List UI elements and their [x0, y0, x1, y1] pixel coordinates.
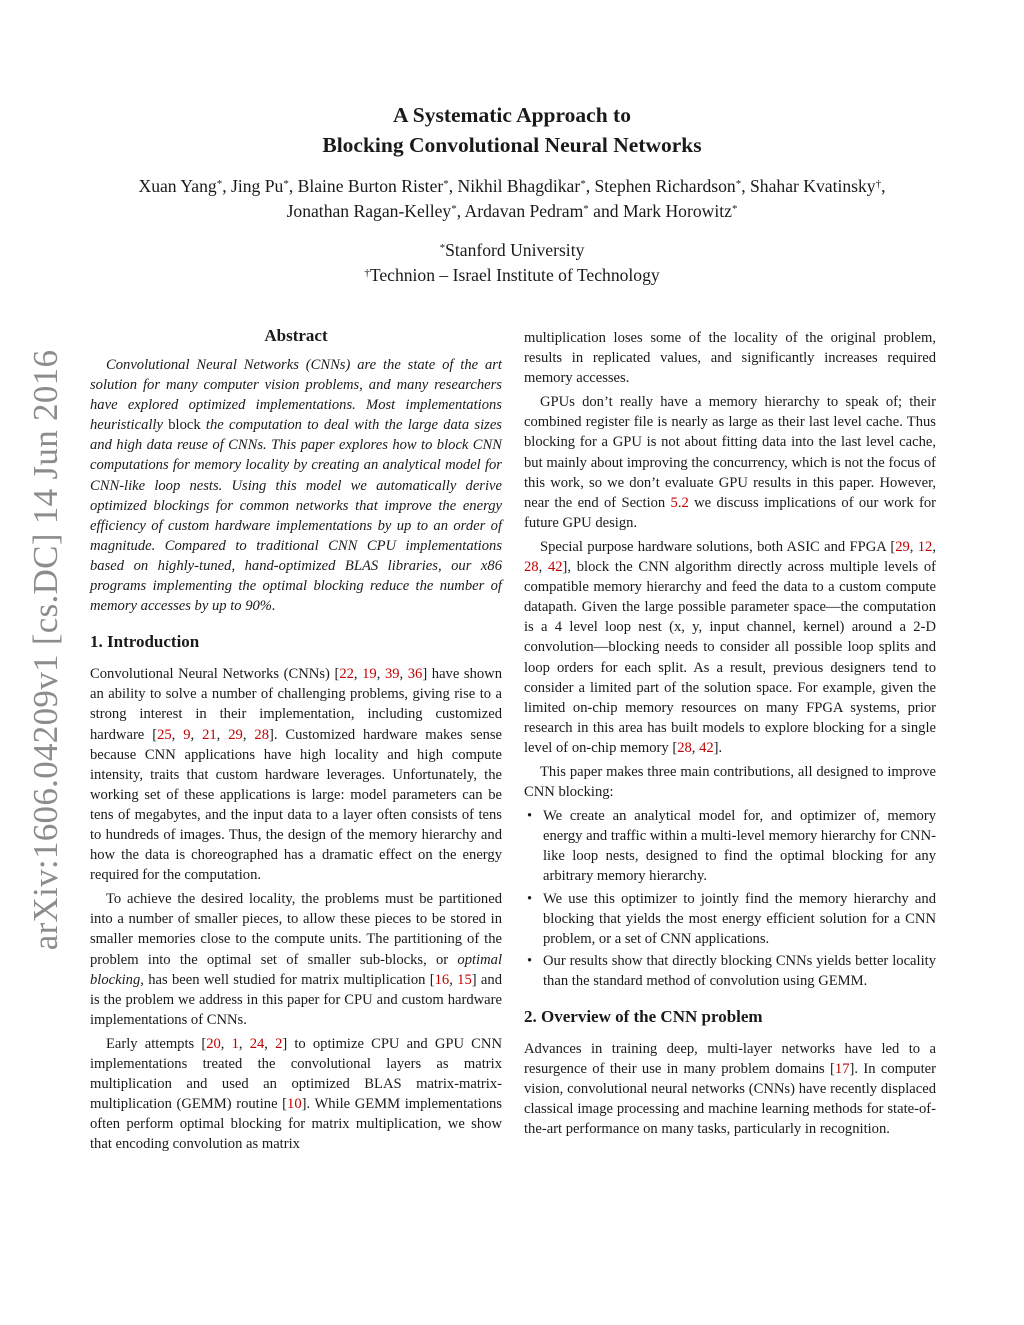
- affiliation-name: Stanford University: [445, 240, 585, 260]
- author-line-1: [0, 174, 1024, 199]
- citation-link[interactable]: 36: [407, 666, 423, 683]
- text: ], block the CNN algorithm directly across multiple levels of compatible memory hierarchy and feed the data to a custom compute datapath. Given the large possible parameter space—the computation is a 4 level loop nest (x, y, input channel, kernel) around a 2-D convolution—blocking needs to consider all possible loop splits and loop orders for each split. As a result, previous designers tend to consider a limited part of the solution space. For example, given the limited on-chip memory resources on many FPGA systems, prior research in this area has built models to explore blocking for a single level of on-chip memory [: [524, 559, 936, 756]
- list-item: [524, 951, 936, 991]
- citation-link[interactable]: 22: [339, 666, 354, 683]
- sep: ,: [456, 201, 465, 221]
- citation-link[interactable]: 28: [677, 739, 692, 756]
- arxiv-side-identifier: [26, 349, 66, 951]
- author-name: Blaine Burton Rister: [297, 176, 444, 196]
- intro-paragraph-1: [90, 664, 502, 885]
- text: we discuss implications of our work for future GPU design.: [524, 494, 936, 531]
- sep: ,: [222, 176, 231, 196]
- list-item-text: We create an analytical model for, and optimizer of, memory energy and traffic within a multi-level memory hierarchy for CNN-like loop nests, designed to find the optimal blocking for any arbitrary memory hierarchy.: [543, 808, 936, 885]
- affiliation-name: Technion – Israel Institute of Technology: [369, 265, 660, 285]
- affil-mark: *: [731, 203, 738, 215]
- list-item: [524, 806, 936, 886]
- text: Advances in training deep, multi-layer networks have led to a resurgence of their use in many problem domains [: [524, 1041, 936, 1078]
- citation-link[interactable]: 20: [206, 1035, 221, 1052]
- affil-mark: *: [439, 242, 446, 254]
- citation-link[interactable]: 2: [275, 1035, 283, 1052]
- sep: ,: [216, 726, 229, 743]
- sep: ,: [909, 538, 918, 555]
- sep: ,: [220, 1035, 232, 1052]
- text: ].: [713, 739, 723, 756]
- sep: and: [588, 201, 623, 221]
- sep: ,: [264, 1035, 276, 1052]
- affil-mark: †: [875, 178, 882, 190]
- abstract-heading: Abstract: [264, 326, 328, 345]
- citation-link[interactable]: 17: [834, 1061, 850, 1078]
- text: ]. Customized hardware makes sense because CNN applications have high locality and high compute intensity, traits that custom hardware leverages. Unfortunately, the working set of these applications is large: model parameters can be tens of megabytes, and the input data to a layer often consists of tens to hundreds of images. Thus, the design of the memory hierarchy and how the data is choreographed has a dramatic effect on the energy required for the computation.: [90, 726, 503, 884]
- sep: ,: [881, 176, 886, 196]
- abstract-emphasis: block: [168, 417, 201, 434]
- citation-link[interactable]: 25: [157, 726, 172, 743]
- bullet-icon: •: [527, 890, 533, 907]
- author-name: Nikhil Bhagdikar: [457, 176, 581, 196]
- abstract-part: the computation to deal with the large data sizes and high data reuse of CNNs. This paper explores how to block CNN computations for memory locality by creating an analytical model for CNN-like loop nests. Using this model we automatically derive optimized blockings for common networks that improve the energy efficiency of custom hardware implementations by up to an order of magnitude. Compared to traditional CNN CPU implementations based on highly-tuned, hand-optimized BLAS libraries, our x86 programs implementing the optimal blocking reduce the number of memory accesses by up to 90%.: [90, 417, 502, 615]
- list-item-text: We use this optimizer to jointly find the memory hierarchy and blocking that yields the most energy efficient solution for a CNN problem, or a set of CNN applications.: [543, 890, 936, 947]
- affiliation-list: [0, 238, 1024, 288]
- author-line-2: [0, 199, 1024, 224]
- affil-mark: *: [283, 178, 289, 190]
- affil-mark: *: [735, 178, 742, 190]
- citation-link[interactable]: 28: [524, 559, 539, 576]
- section-heading-overview: 2. Overview of the CNN problem: [524, 1007, 763, 1026]
- sep: ,: [288, 176, 298, 196]
- list-item: [524, 889, 936, 949]
- author-name: Shahar Kvatinsky: [750, 176, 876, 196]
- citation-link[interactable]: 39: [384, 666, 400, 683]
- text: ] have shown an ability to solve a number of challenging problems, giving rise to a strong interest in their implementation, including customized hardware [: [90, 666, 502, 743]
- citation-link[interactable]: 29: [228, 726, 243, 743]
- title-line-2: Blocking Convolutional Neural Networks: [322, 133, 702, 157]
- sep: ,: [691, 739, 700, 756]
- citation-link[interactable]: 19: [362, 666, 377, 683]
- abstract-text: [90, 355, 502, 616]
- emphasis: optimal blocking: [90, 951, 502, 988]
- affiliation-technion: [0, 263, 1024, 288]
- section-link[interactable]: 5.2: [670, 494, 689, 511]
- text: ] and is the problem we address in this paper for CPU and custom hardware implementations of CNNs.: [90, 971, 502, 1028]
- sep: ,: [538, 559, 548, 576]
- right-column: [524, 328, 936, 1143]
- sep: ,: [190, 726, 203, 743]
- contributions-list: [524, 806, 936, 991]
- affiliation-stanford: [0, 238, 1024, 263]
- overview-paragraph-1: [524, 1039, 936, 1139]
- text: Special purpose hardware solutions, both ASIC and FPGA [: [540, 538, 896, 555]
- citation-link[interactable]: 24: [249, 1035, 265, 1052]
- citation-link[interactable]: 1: [231, 1035, 239, 1052]
- affil-mark: †: [364, 267, 370, 279]
- affil-mark: *: [216, 178, 223, 190]
- list-item-text: Our results show that directly blocking CNNs yields better locality than the standard method of convolution using GEMM.: [543, 952, 936, 989]
- citation-link[interactable]: 15: [457, 971, 472, 988]
- sep: ,: [399, 666, 408, 683]
- text: Convolutional Neural Networks (CNNs) [: [90, 666, 340, 683]
- affil-mark: *: [583, 203, 589, 215]
- citation-link[interactable]: 29: [895, 538, 910, 555]
- text: ]. In computer vision, convolutional neural networks (CNNs) have recently displaced classical image processing and machine learning methods for state-of-the-art performance on many tasks, particularly in recognition.: [524, 1061, 936, 1138]
- author-list: [0, 174, 1024, 224]
- citation-link[interactable]: 28: [254, 726, 269, 743]
- intro-paragraph-2: [90, 889, 502, 1030]
- citation-link[interactable]: 42: [699, 739, 714, 756]
- author-name: Ardavan Pedram: [464, 201, 584, 221]
- citation-link[interactable]: 21: [202, 726, 217, 743]
- text: Early attempts [: [106, 1035, 207, 1052]
- paper-title: [0, 100, 1024, 160]
- sep: ,: [376, 666, 385, 683]
- sep: ,: [448, 176, 458, 196]
- author-name: Mark Horowitz: [622, 201, 732, 221]
- sep: ,: [932, 538, 936, 555]
- text: To achieve the desired locality, the problems must be partitioned into a number of smaller pieces, to allow these pieces to be stored in smaller memories close to the compute units. The partitioning of the problem into the optimal set of smaller sub-blocks, or: [90, 891, 502, 968]
- arxiv-id-text: arXiv:1606.04209v1 [cs.DC] 14 Jun 2016: [26, 349, 65, 951]
- left-column: [90, 324, 502, 1158]
- citation-link[interactable]: 12: [917, 538, 933, 555]
- abstract-part: Convolutional Neural Networks (CNNs) are the state of the art solution for many computer vision problems, and many researchers have explored optimized implementations. Most implementations heuristically: [90, 357, 502, 434]
- right-paragraph-hardware: [524, 537, 936, 758]
- text: ]. While GEMM implementations often perform optimal blocking for matrix multiplication, we show that encoding convolution as matrix: [90, 1096, 502, 1153]
- bullet-icon: •: [527, 952, 533, 969]
- sep: ,: [353, 666, 363, 683]
- right-paragraph-gpu: [524, 392, 936, 533]
- sep: ,: [171, 726, 184, 743]
- text: , has been well studied for matrix multiplication [: [140, 971, 435, 988]
- section-heading-introduction: 1. Introduction: [90, 632, 200, 652]
- author-name: Jonathan Ragan-Kelley: [286, 201, 452, 221]
- citation-link[interactable]: 16: [434, 971, 450, 988]
- sep: ,: [242, 726, 255, 743]
- text: GPUs don’t really have a memory hierarchy to speak of; their combined register file is nearly as large as their last level cache. Thus blocking for a GPU is not about fitting data into the last level cache, but mainly about improving the concurrency, which is not the focus of this work, so we don’t evaluate GPU results in this paper. However, near the end of Section: [524, 394, 936, 511]
- right-paragraph-0: multiplication loses some of the locality of the original problem, results in replicated values, and significantly increases required memory accesses.: [524, 330, 936, 387]
- text: ] to optimize CPU and GPU CNN implementations treated the convolutional layers as matrix multiplication and used an optimized BLAS matrix-matrix-multiplication (GEMM) routine [: [90, 1035, 502, 1113]
- author-name: Stephen Richardson: [594, 176, 736, 196]
- citation-link[interactable]: 42: [547, 559, 563, 576]
- right-paragraph-contributions: This paper makes three main contributions, all designed to improve CNN blocking:: [524, 763, 936, 801]
- author-name: Jing Pu: [231, 176, 284, 196]
- citation-link[interactable]: 9: [183, 726, 191, 743]
- affil-mark: *: [443, 178, 449, 190]
- sep: ,: [741, 176, 750, 196]
- sep: ,: [238, 1035, 250, 1052]
- bullet-icon: •: [527, 808, 533, 825]
- intro-paragraph-3: [90, 1034, 502, 1155]
- sep: ,: [449, 971, 458, 988]
- affil-mark: *: [580, 178, 586, 190]
- author-name: Xuan Yang: [138, 176, 217, 196]
- affil-mark: *: [451, 203, 457, 215]
- sep: ,: [585, 176, 595, 196]
- citation-link[interactable]: 10: [287, 1096, 302, 1113]
- title-line-1: A Systematic Approach to: [393, 103, 631, 127]
